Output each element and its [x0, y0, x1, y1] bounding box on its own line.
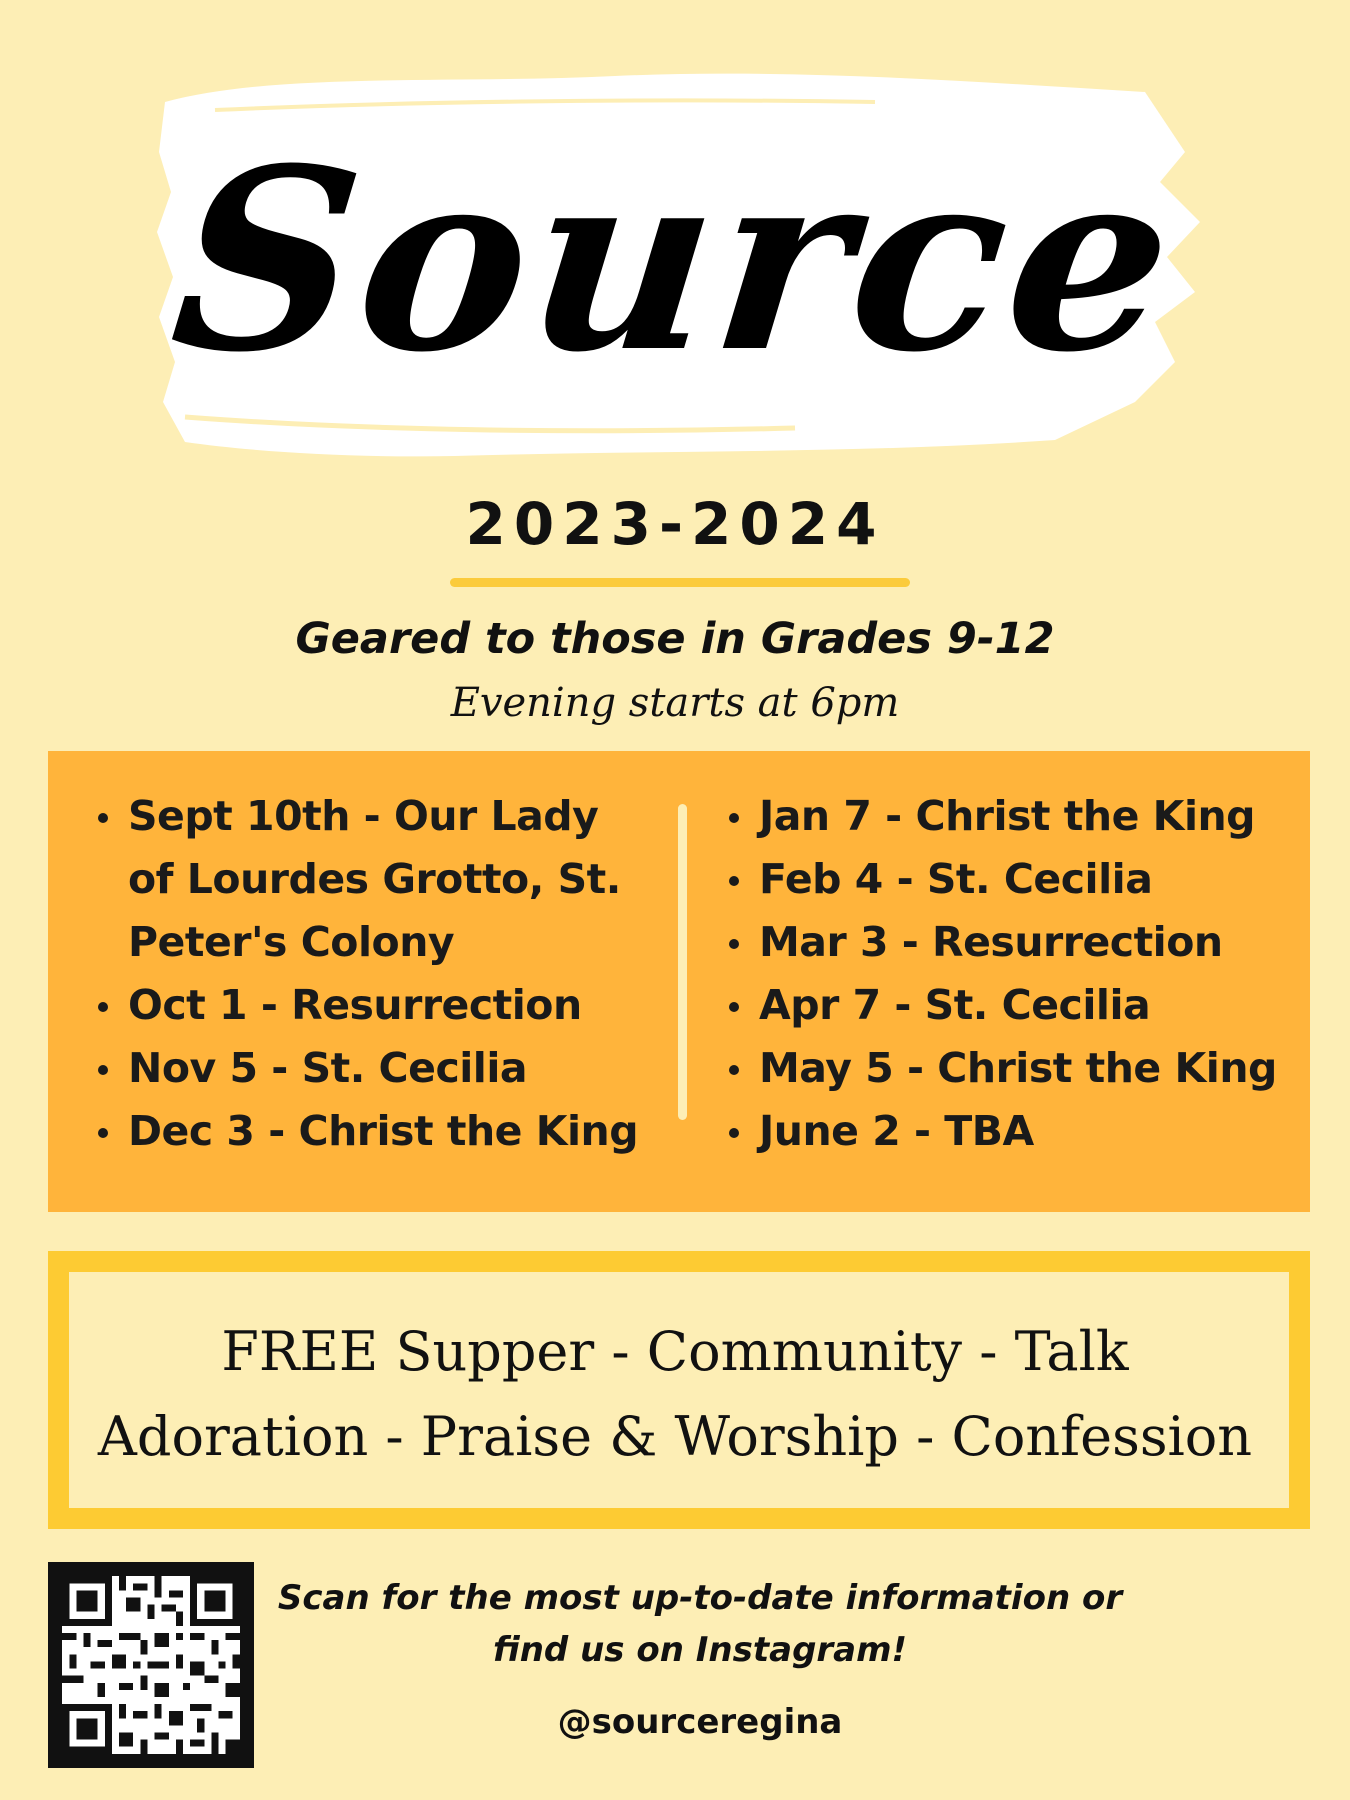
schedule-right-column	[727, 785, 1317, 1163]
year-underline	[450, 578, 910, 587]
audience-text: Geared to those in Grades 9-12	[295, 614, 1055, 664]
schedule-item: Sept 10th - Our Lady of Lourdes Grotto, St. Peter's Colony	[96, 785, 656, 974]
qr-code-icon[interactable]	[48, 1562, 254, 1768]
features-box	[48, 1251, 1310, 1529]
instagram-handle[interactable]: @sourceregina	[557, 1702, 843, 1742]
schedule-divider	[678, 804, 687, 1120]
schedule-item: Apr 7 - St. Cecilia	[727, 974, 1317, 1037]
schedule-item: Dec 3 - Christ the King	[96, 1100, 656, 1163]
schedule-item: Feb 4 - St. Cecilia	[727, 848, 1317, 911]
start-time-text: Evening starts at 6pm	[450, 680, 900, 726]
year-range: 2023-2024	[465, 490, 885, 558]
poster-title: Source	[161, 113, 1189, 407]
features-line-1: FREE Supper - Community - Talk	[221, 1320, 1129, 1383]
schedule-item: Nov 5 - St. Cecilia	[96, 1037, 656, 1100]
schedule-item: May 5 - Christ the King	[727, 1037, 1317, 1100]
schedule-item: Mar 3 - Resurrection	[727, 911, 1317, 974]
schedule-left-column	[96, 785, 656, 1163]
schedule-item: Jan 7 - Christ the King	[727, 785, 1317, 848]
schedule-item: Oct 1 - Resurrection	[96, 974, 656, 1037]
scan-instruction: Scan for the most up-to-date information or find us on Instagram!	[277, 1578, 1123, 1670]
schedule-item: June 2 - TBA	[727, 1100, 1317, 1163]
features-line-2: Adoration - Praise & Worship - Confession	[97, 1405, 1253, 1468]
